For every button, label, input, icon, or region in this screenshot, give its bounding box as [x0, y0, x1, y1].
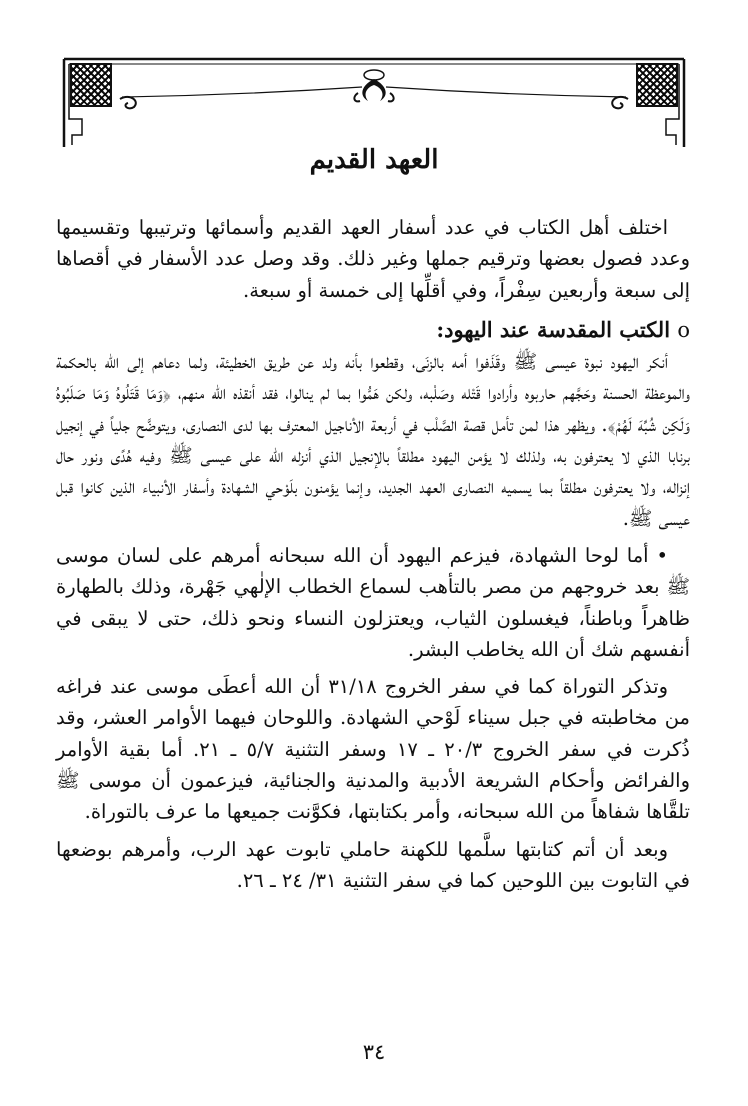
bullet-paragraph-text: أما لوحا الشهادة، فيزعم اليهود أن الله سبحانه أمرهم على لسان موسى ﷺ بعد خروجهم من مصر بالتأهب لسماع الخطاب الإلٰهي جَهْرة، وذلك بالطهارة ظاهراً وباطناً، فيغسلون الثياب، ويعتزلون النساء ونحو ذلك، حتى لا يبقى في أنفسهم شك أن الله يخاطب البشر. [56, 543, 690, 661]
paragraph-jews: أنكر اليهود نبوة عيسى ﷺ وقَذَفوا أمه بالزنَى، وقطعوا بأنه ولد عن طريق الخطيئة، ولما دعاهم إلى الله بالحكمة والموعظة الحسنة وحَجَّهم حاربوه وأرادوا قَتْله وصَلْبه، ولكن هَمُّوا بما لم ينالوا، فقد أنقذه الله منهم، ﴿وَمَا قَتَلُوهُ وَمَا صَلَبُوهُ وَلَكِن شُبِّهَ لَهُمْ﴾. ويظهر هذا لمن تأمل قصة الصَّلْب في أربعة الأناجيل المعترف بها لدى النصارى، ويتوضَّح جلياً في إنجيل برنابا الذي لا يعترفون به، ولذلك لا يؤمن اليهود مطلقاً بالإنجيل الذي أنزله الله على عيسى ﷺ وفيه هُدًى ونور حال إنزاله، ولا يعترفون مطلقاً بما يسميه النصارى العهد الجديد، وإنما يؤمنون بلَوْحي الشهادة وأسفار الأنبياء الذين كانوا قبل عيسى ﷺ. [56, 350, 690, 530]
section-heading [56, 314, 690, 346]
paragraph-torah: وتذكر التوراة كما في سفر الخروج ٣١/١٨ أن الله أعطَى موسى عند فراغه من مخاطبته في جبل سيناء لَوْحي الشهادة. واللوحان فيهما الأوامر العشر، وقد ذُكرت في سفر الخروج ٢٠/٣ ـ ١٧ وسفر التثنية ٥/٧ ـ ٢١. أما بقية الأوامر والفرائض وأحكام الشريعة الأدبية والمدنية والجنائية، فيزعمون أن موسى ﷺ تلقَّاها شفاهاً من الله سبحانه، وأمر بكتابتها، فكوَّنت جميعها ما عرف بالتوراة. [56, 675, 690, 824]
intro-paragraph: اختلف أهل الكتاب في عدد أسفار العهد القديم وأسمائها وترتيبها وتقسيمها وعدد فصول بعضها وترقيم جملها وغير ذلك. وقد وصل عدد الأسفار في أقصاها إلى سبعة وأربعين سِفْراً، وفي أقلِّها إلى خمسة أو سبعة. [56, 216, 690, 302]
bullet-paragraph [56, 540, 690, 665]
paragraph-ark: وبعد أن أتم كتابتها سلَّمها للكهنة حاملي تابوت عهد الرب، وأمرهم بوضعها في التابوت بين اللوحين كما في سفر التثنية ٣١/ ٢٤ ـ ٢٦. [56, 837, 690, 892]
circle-marker-icon: ᴏ [677, 317, 690, 342]
chapter-title: العهد القديم [309, 145, 439, 175]
header-ornament-frame [62, 57, 686, 149]
page-body [56, 212, 690, 896]
corner-ornament-icon [70, 63, 112, 107]
center-flourish-icon [354, 70, 393, 101]
corner-ornament-icon [636, 63, 678, 107]
decorative-border [62, 57, 686, 149]
bullet-icon: • [656, 543, 668, 567]
page-number: ٣٤ [362, 1040, 386, 1064]
section-heading-text: الكتب المقدسة عند اليهود: [436, 316, 671, 342]
